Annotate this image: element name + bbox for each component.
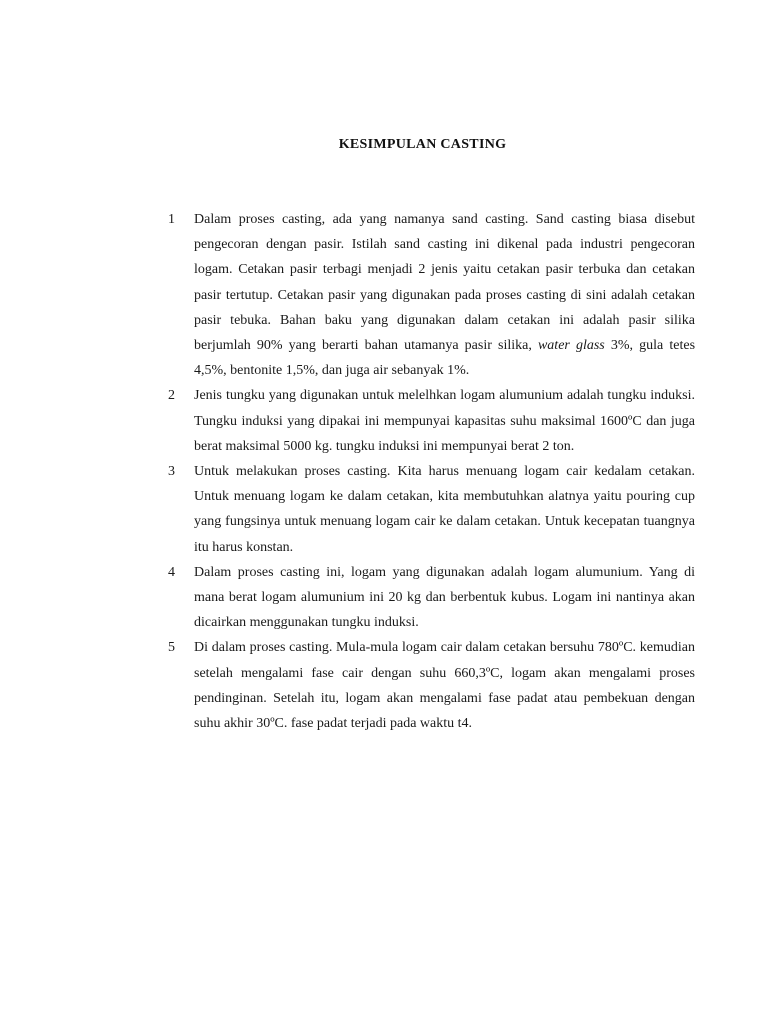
list-item bbox=[168, 560, 695, 636]
list-item-text: Dalam proses casting ini, logam yang digunakan adalah logam alumunium. Yang di mana berat logam alumunium ini 20 kg dan berbentuk kubus. Logam ini nantinya akan dicairkan menggunakan tungku induksi. bbox=[194, 564, 695, 631]
list-item-number: 4 bbox=[168, 564, 175, 580]
list-item-number: 2 bbox=[168, 388, 175, 404]
list-item-text: Jenis tungku yang digunakan untuk melelhkan logam alumunium adalah tungku induksi. Tungku induksi yang dipakai ini mempunyai kapasitas suhu maksimal 1600ºC dan juga berat maksimal 5000 kg. tungku induksi ini mempunyai berat 2 ton. bbox=[194, 388, 695, 454]
list-item-text: Untuk melakukan proses casting. Kita harus menuang logam cair kedalam cetakan. Untuk menuang logam ke dalam cetakan, kita membutuhkan alatnya yaitu pouring cup yang fungsinya untuk menuang logam cair ke dalam cetakan. Untuk kecepatan tuangnya itu harus konstan. bbox=[194, 464, 695, 555]
list-item-number: 5 bbox=[168, 640, 175, 656]
italic-term: water glass bbox=[537, 338, 605, 354]
list-item bbox=[168, 383, 695, 459]
list-item bbox=[168, 207, 695, 383]
list-item-text: Di dalam proses casting. Mula-mula logam cair dalam cetakan bersuhu 780ºC. kemudian setelah mengalami fase cair dengan suhu 660,3ºC, logam akan mengalami proses pendinginan. Setelah itu, logam akan mengalami fase padat atau pembekuan dengan suhu akhir 30ºC. fase padat terjadi pada waktu t4. bbox=[194, 640, 695, 732]
conclusion-list bbox=[168, 207, 695, 736]
document-title: KESIMPULAN CASTING bbox=[338, 137, 507, 152]
list-item-text-part: Dalam proses casting, ada yang namanya sand casting. Sand casting biasa disebut pengecoran dengan pasir. Istilah sand casting ini dikenal pada industri pengecoran logam. Cetakan pasir terbagi menjadi 2 jenis yaitu cetakan pasir terbuka dan cetakan pasir tertutup. Cetakan pasir yang digunakan pada proses casting di sini adalah cetakan pasir tebuka. Bahan baku yang digunakan dalam cetakan ini adalah pasir silika berjumlah 90% yang berarti bahan utamanya pasir silika, bbox=[194, 212, 695, 354]
list-item-text-part: 3%, gula tetes 4,5%, bentonite 1,5%, dan juga air sebanyak 1%. bbox=[194, 338, 696, 379]
list-item bbox=[168, 635, 695, 736]
list-item-text bbox=[194, 212, 695, 378]
list-item-number: 3 bbox=[168, 464, 175, 480]
list-item-number: 1 bbox=[168, 212, 175, 227]
list-item bbox=[168, 459, 695, 560]
